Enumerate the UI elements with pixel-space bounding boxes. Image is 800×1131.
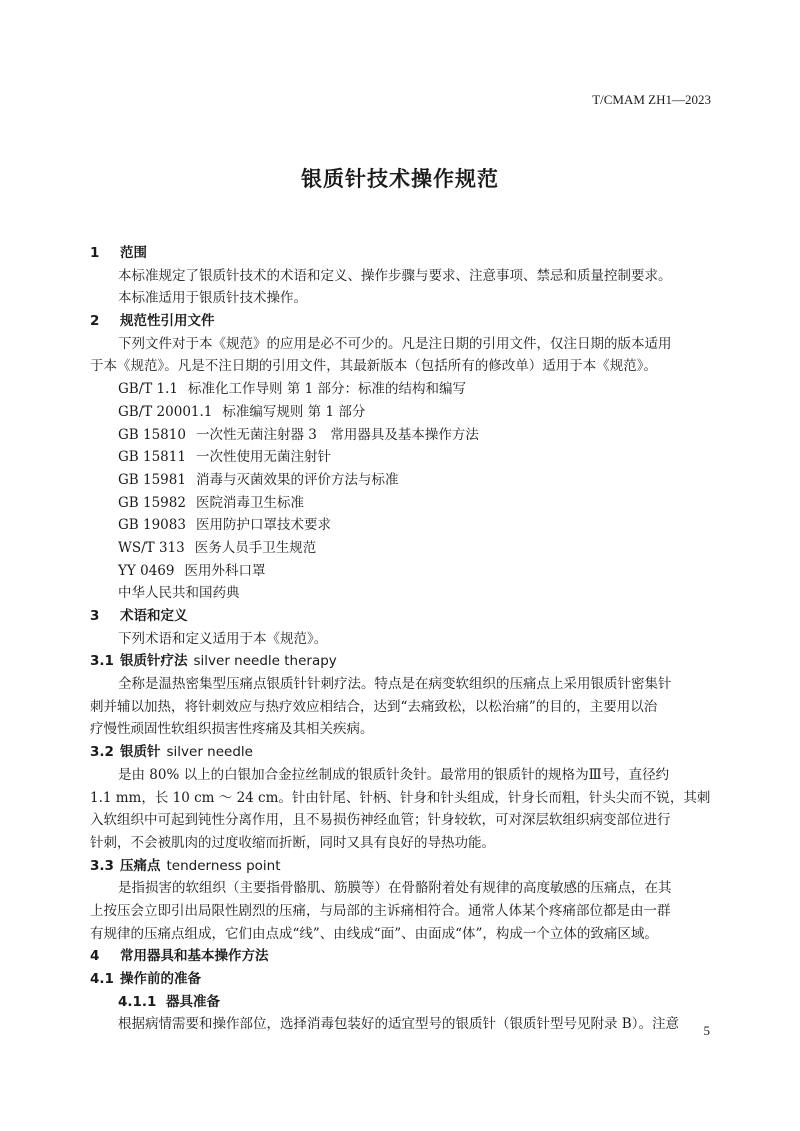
- term-heading-tenderness-point: 3.3 压痛点 tenderness point: [90, 857, 281, 874]
- reference-item: GB/T 20001.1 标准编写规则 第 1 部分: [118, 403, 366, 420]
- paragraph: 刺并辅以加热，将针刺效应与热疗效应相结合，达到“去痛致松，以松治痛”的目的，主要用以治: [90, 698, 658, 715]
- standard-code: T/CMAM ZH1—2023: [592, 92, 711, 107]
- paragraph: 是由 80% 以上的白银加合金拉丝制成的银质针灸针。最常用的银质针的规格为Ⅲ号，直径约: [118, 766, 670, 783]
- reference-item: GB/T 1.1 标准化工作导则 第 1 部分：标准的结构和编写: [118, 381, 466, 398]
- page-number: 5: [703, 1023, 710, 1038]
- paragraph: 是指损害的软组织（主要指骨骼肌、筋膜等）在骨骼附着处有规律的高度敏感的压痛点，在其: [118, 880, 672, 897]
- paragraph: 下列文件对于本《规范》的应用是必不可少的。凡是注日期的引用文件，仅注日期的版本适用: [118, 335, 672, 352]
- paragraph: 针刺，不会被肌肉的过度收缩而折断，同时又具有良好的导热功能。: [90, 834, 495, 851]
- paragraph: 全称是温热密集型压痛点银质针针刺疗法。特点是在病变软组织的压痛点上采用银质针密集针: [118, 676, 672, 693]
- subsection-heading-preparation: 4.1 操作前的准备: [90, 971, 201, 987]
- paragraph: 1.1 mm，长 10 cm ～ 24 cm。针由针尾、针柄、针身和针头组成，针身长而粗，针头尖而不锐，其刺: [90, 789, 710, 806]
- reference-item: 中华人民共和国药典: [118, 585, 240, 602]
- reference-item: YY 0469 医用外科口罩: [118, 562, 266, 579]
- paragraph: 本标准规定了银质针技术的术语和定义、操作步骤与要求、注意事项、禁忌和质量控制要求。: [118, 267, 672, 284]
- section-heading-scope: 1 范围: [90, 245, 147, 261]
- paragraph: 根据病情需要和操作部位，选择消毒包装好的适宜型号的银质针（银质针型号见附录 B）。注意: [118, 1016, 679, 1033]
- paragraph: 本标准适用于银质针技术操作。: [118, 290, 307, 307]
- section-heading-normative-references: 2 规范性引用文件: [90, 313, 215, 330]
- paragraph: 下列术语和定义适用于本《规范》。: [118, 630, 328, 647]
- term-heading-silver-needle-therapy: 3.1 银质针疗法 silver needle therapy: [90, 653, 337, 670]
- reference-item: GB 15982 医院消毒卫生标准: [118, 494, 304, 511]
- paragraph: 有规律的压痛点组成，它们由点成“线”、由线成“面”、由面成“体”，构成一个立体的致痛区域。: [90, 925, 658, 942]
- subsection-heading-equipment-preparation: 4.1.1 器具准备: [118, 993, 220, 1010]
- reference-item: GB 15810 一次性无菌注射器 3 常用器具及基本操作方法: [118, 426, 479, 443]
- term-heading-silver-needle: 3.2 银质针 silver needle: [90, 744, 253, 761]
- paragraph: 入软组织中可起到钝性分离作用，且不易损伤神经血管；针身较软，可对深层软组织病变部位进行: [90, 812, 671, 829]
- paragraph: 于本《规范》。凡是不注日期的引用文件，其最新版本（包括所有的修改单）适用于本《规范》。: [90, 358, 657, 375]
- section-heading-terms: 3 术语和定义: [90, 608, 188, 624]
- reference-item: GB 15811 一次性使用无菌注射针: [118, 449, 331, 466]
- section-heading-equipment: 4 常用器具和基本操作方法: [90, 948, 269, 965]
- document-body: [90, 242, 710, 1036]
- page-title: 银质针技术操作规范: [301, 167, 499, 191]
- paragraph: 上按压会立即引出局限性剧烈的压痛，与局部的主诉痛相符合。通常人体某个疼痛部位都是由一群: [90, 902, 671, 919]
- reference-item: GB 19083 医用防护口罩技术要求: [118, 517, 331, 534]
- paragraph: 疗慢性顽固性软组织损害性疼痛及其相关疾病。: [90, 721, 374, 738]
- reference-item: GB 15981 消毒与灭菌效果的评价方法与标准: [118, 471, 399, 488]
- reference-item: WS/T 313 医务人员手卫生规范: [118, 539, 317, 556]
